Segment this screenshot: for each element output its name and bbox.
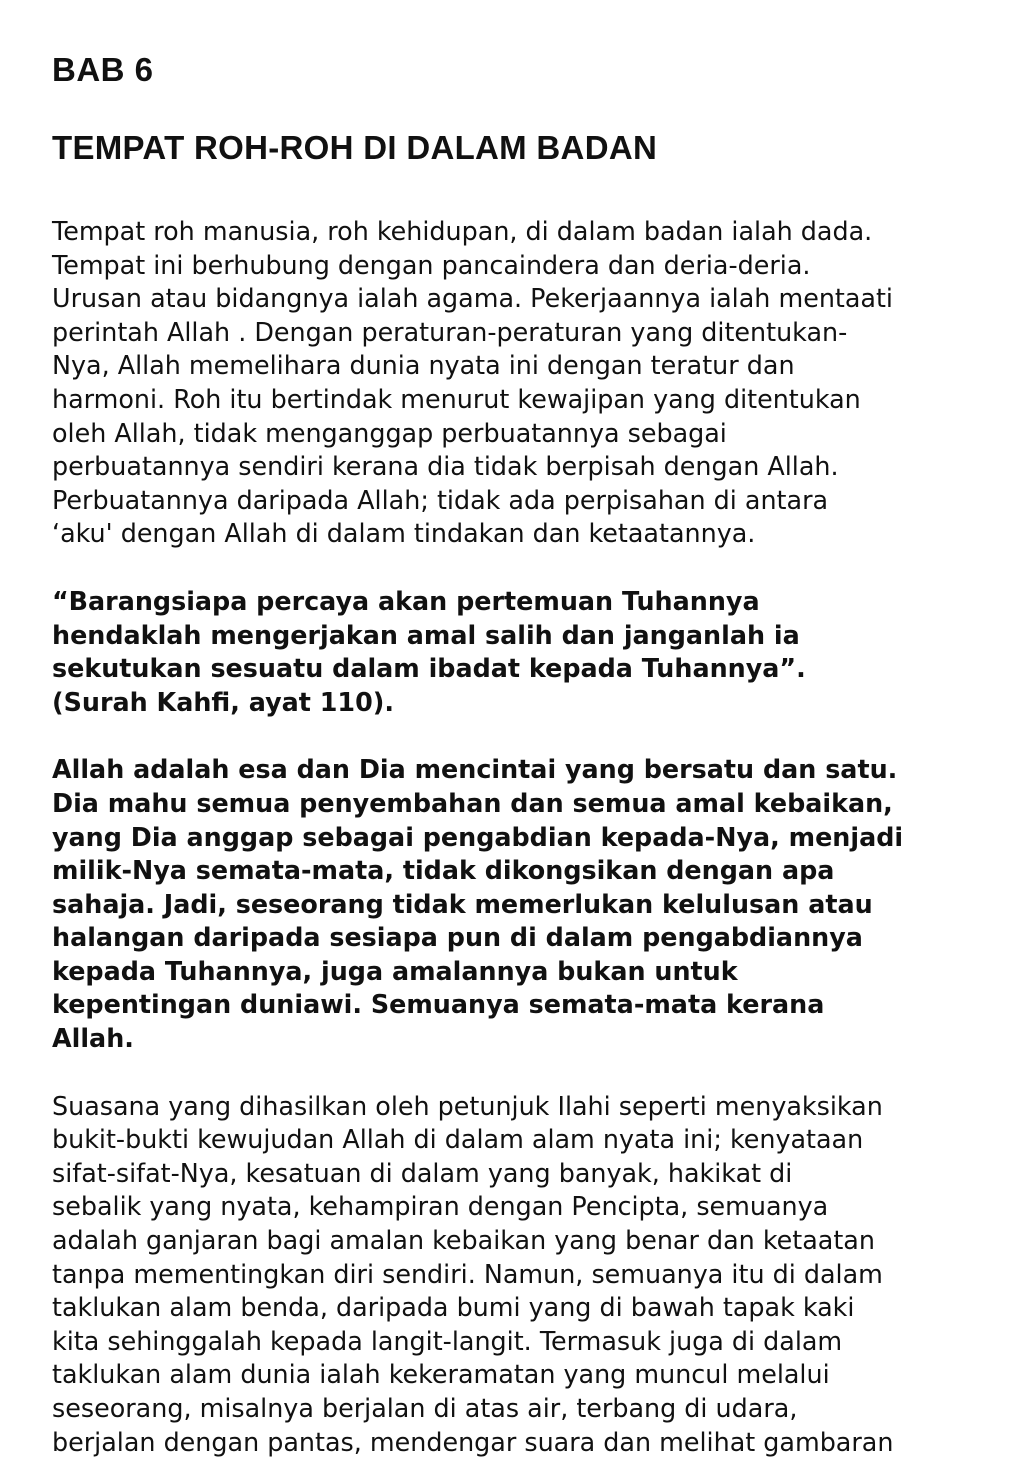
text-line: kepentingan duniawi. Semuanya semata-mata kerana (52, 989, 825, 1020)
text-line: Dia mahu semua penyembahan dan semua amal kebaikan, (52, 787, 893, 818)
paragraph-1 (52, 215, 992, 551)
text-line: taklukan alam benda, daripada bumi yang di bawah tapak kaki (52, 1292, 855, 1323)
text-line: Suasana yang dihasilkan oleh petunjuk Ilahi seperti menyaksikan (52, 1090, 883, 1121)
text-line: berjalan dengan pantas, mendengar suara dan melihat gambaran (52, 1426, 894, 1457)
text-line: seseorang, misalnya berjalan di atas air, terbang di udara, (52, 1393, 798, 1423)
bold-paragraph (52, 753, 992, 1055)
text-line: perintah Allah . Dengan peraturan-peraturan yang ditentukan- (52, 316, 848, 347)
quote-paragraph (52, 585, 992, 719)
paragraph-4 (52, 1090, 992, 1460)
text-line: perbuatannya sendiri kerana dia tidak berpisah dengan Allah. (52, 451, 839, 482)
text-line: (Surah Kahfi, ayat 110). (52, 686, 394, 717)
text-line: halangan daripada sesiapa pun di dalam pengabdiannya (52, 922, 863, 953)
text-line: kepada Tuhannya, juga amalannya bukan untuk (52, 955, 738, 986)
text-line: tanpa mementingkan diri sendiri. Namun, semuanya itu di dalam (52, 1258, 883, 1289)
text-line: sekutukan sesuatu dalam ibadat kepada Tuhannya”. (52, 653, 806, 684)
text-line: Allah adalah esa dan Dia mencintai yang bersatu dan satu. (52, 754, 898, 785)
text-line: Tempat ini berhubung dengan pancaindera dan deria-deria. (52, 249, 811, 280)
chapter-label: BAB 6 (52, 51, 154, 88)
text-line: Perbuatannya daripada Allah; tidak ada perpisahan di antara (52, 484, 829, 515)
text-line: bukit-bukti kewujudan Allah di dalam alam nyata ini; kenyataan (52, 1124, 864, 1155)
text-line: oleh Allah, tidak menganggap perbuatannya sebagai (52, 417, 727, 448)
text-line: Allah. (52, 1023, 134, 1054)
text-line: yang Dia anggap sebagai pengabdian kepada-Nya, menjadi (52, 821, 904, 852)
text-line: kita sehinggalah kepada langit-langit. Termasuk juga di dalam (52, 1325, 843, 1356)
text-line: harmoni. Roh itu bertindak menurut kewajipan yang ditentukan (52, 383, 861, 414)
text-line: “Barangsiapa percaya akan pertemuan Tuhannya (52, 585, 760, 616)
document-page (52, 48, 992, 1459)
text-line: Urusan atau bidangnya ialah agama. Pekerjaannya ialah mentaati (52, 283, 893, 314)
text-line: sifat-sifat-Nya, kesatuan di dalam yang banyak, hakikat di (52, 1157, 793, 1188)
text-line: Nya, Allah memelihara dunia nyata ini dengan teratur dan (52, 350, 795, 381)
text-line: adalah ganjaran bagi amalan kebaikan yang benar dan ketaatan (52, 1225, 875, 1256)
chapter-title: TEMPAT ROH-ROH DI DALAM BADAN (52, 129, 658, 166)
text-line: hendaklah mengerjakan amal salih dan janganlah ia (52, 619, 800, 650)
text-line: milik-Nya semata-mata, tidak dikongsikan dengan apa (52, 855, 835, 886)
text-line: ‘aku' dengan Allah di dalam tindakan dan ketaatannya. (52, 518, 756, 549)
text-line: sebalik yang nyata, kehampiran dengan Pencipta, semuanya (52, 1191, 829, 1222)
text-line: taklukan alam dunia ialah kekeramatan yang muncul melalui (52, 1359, 830, 1390)
text-line: Tempat roh manusia, roh kehidupan, di dalam badan ialah dada. (52, 216, 873, 246)
text-line: sahaja. Jadi, seseorang tidak memerlukan kelulusan atau (52, 888, 873, 919)
